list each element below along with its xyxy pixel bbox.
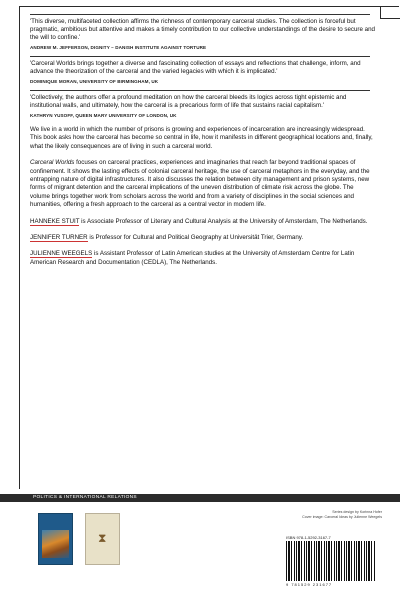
- quote-attribution: KATHRYN YUSOFF, QUEEN MARY UNIVERSITY OF LONDON, UK: [30, 113, 177, 118]
- description-text: focuses on carceral practices, experiences and imaginaries that reach far beyond traditional spaces of confinement. It shows the lasting effects of colonial carceral heritage, the use of carceral metaphors in the everyday, and the entrapping nature of digital infrastructures. It also discusses the relation between city management and prison systems, new forms of migrant detention and the carceral implications of the uneven distribution of climate risk across the globe. The volume brings together work from scholars across the world and from a variety of disciplines in the social sciences and humanities, offering a fresh approach to the carceral as a central vector in modern life.: [30, 159, 370, 209]
- editor-name: JENNIFER TURNER: [30, 234, 88, 242]
- description-paragraph: [30, 159, 375, 209]
- editor-name: HANNEKE STUIT: [30, 217, 80, 225]
- quote-text: 'Collectively, the authors offer a profound meditation on how the carceral bleeds its logics across tight epistemic and institutional walls, and ultimately, how the carceral is a precarious form of life that sustains racial capitalism.': [30, 94, 347, 109]
- credit-line: Series design by Korinna Hofer: [332, 510, 382, 514]
- editor-bio: [30, 234, 375, 242]
- book-thumbnail: [85, 513, 120, 565]
- editor-bio-text: is Associate Professor of Literary and Cultural Analysis at the University of Amsterdam, The Netherlands.: [79, 217, 368, 225]
- frame-line-top: [19, 6, 399, 7]
- book-thumbnail: [38, 513, 73, 565]
- quote-rule: [30, 90, 370, 91]
- quote-rule: [30, 56, 370, 57]
- endorsement-quote: [30, 90, 375, 118]
- editor-bio: [30, 250, 375, 267]
- quote-text: 'This diverse, multifaceted collection affirms the richness of contemporary carceral studies. The collection is forceful but pragmatic, ambitious but attentive and makes a timely contribution to our collective understandings of the desire to secure and the will to confine.': [30, 18, 375, 41]
- credit-line: Cover image: Carceral Ideas by Julienne Weegels: [302, 515, 382, 519]
- barcode-digits: 9 781529 231677: [286, 582, 333, 587]
- quote-rule: [30, 14, 370, 15]
- endorsement-quote: [30, 56, 375, 84]
- frame-tick-right: [380, 6, 381, 18]
- book-title: Carceral Worlds: [30, 159, 75, 167]
- frame-line-left: [19, 6, 20, 489]
- quote-attribution: DOMINIQUE MORAN, UNIVERSITY OF BIRMINGHAM, UK: [30, 79, 159, 84]
- endorsement-quote: [30, 14, 375, 50]
- isbn-label: ISBN 978-1-5292-3167-7: [286, 535, 331, 540]
- hourglass-icon: ⧗: [98, 531, 107, 545]
- cover-text: [30, 14, 375, 267]
- quote-text: 'Carceral Worlds brings together a diverse and fascinating collection of essays and reflections that challenge, inform, and advance the theorization of the carceral and the varied legacies with which it is implicated.': [30, 60, 361, 75]
- intro-paragraph: We live in a world in which the number of prisons is growing and experiences of incarceration are increasingly widespread. This book asks how the carceral has become so central in life, how it manifests in different geographical locations and, finally, what the likely consequences are of living in such a carceral world.: [30, 126, 373, 150]
- series-label: POLITICS & INTERNATIONAL RELATIONS: [0, 494, 400, 502]
- quote-attribution: ANDREW M. JEFFERSON, DIGNITY – DANISH INSTITUTE AGAINST TORTURE: [30, 45, 207, 50]
- editor-name: JULIENNE WEEGELS: [30, 250, 93, 258]
- cover-credits: [302, 510, 382, 520]
- editor-bio: [30, 218, 375, 226]
- barcode-graphic: [286, 541, 376, 581]
- cover-image: [42, 530, 69, 558]
- editor-bio-text: is Professor for Cultural and Political Geography at Universität Trier, Germany.: [87, 234, 304, 242]
- editor-bio-text: is Assistant Professor of Latin American studies at the University of Amsterdam Centre for Latin American Research and Documentation (CEDLA), The Netherlands.: [30, 250, 355, 266]
- frame-line-right: [380, 18, 400, 19]
